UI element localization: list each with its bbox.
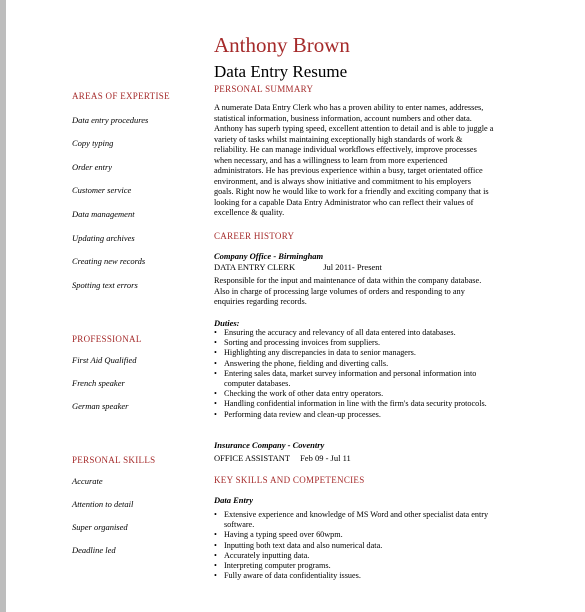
competency-item: • Extensive experience and knowledge of MS Word and other specialist data entry software. <box>214 510 489 530</box>
job1-role: DATA ENTRY CLERK <box>214 262 296 272</box>
candidate-name: Anthony Brown <box>214 33 350 57</box>
duties-heading: Duties: <box>214 318 240 328</box>
job1-desc-line: Responsible for the input and maintenance of data within the company database. <box>214 276 482 285</box>
duty-item: • Ensuring the accuracy and relevancy of all data entered into databases. <box>214 328 456 337</box>
summary-line: goals. Right now he would like to work for a friendly and exciting company that is <box>214 187 489 196</box>
duty-item: • Checking the work of other data entry operators. <box>214 389 384 399</box>
summary-line: environment, and is always show initiative and commitment to his employers <box>214 176 471 186</box>
duty-item: • Handling confidential information in line with the firm's data security protocols. <box>214 399 487 409</box>
expertise-item: Copy typing <box>72 138 114 148</box>
job2-company: Insurance Company - Coventry <box>214 440 325 450</box>
summary-line: Anthony has superb typing speed, excellent attention to detail and is able to juggle a <box>214 124 494 133</box>
skill-item: Super organised <box>72 522 128 532</box>
career-heading: CAREER HISTORY <box>214 231 295 241</box>
job1-dates: Jul 2011- Present <box>323 262 382 272</box>
competency-item: • Having a typing speed over 60wpm. <box>214 530 343 540</box>
job1-description <box>214 276 481 308</box>
job1-desc-line: enquiries regarding records. <box>214 297 307 306</box>
summary-line: A numerate Data Entry Clerk who has a proven ability to enter names, addresses, <box>214 103 484 112</box>
expertise-item: Spotting text errors <box>72 280 138 290</box>
summary-line: excellence & quality. <box>214 208 285 217</box>
bullet-icon: • <box>214 550 217 560</box>
expertise-item: Data management <box>72 209 135 219</box>
bullet-icon: • <box>214 338 217 348</box>
job2-role-line <box>214 453 351 463</box>
summary-line: administrators. He has previous experience within a busy, target orientated office <box>214 166 483 175</box>
expertise-item: Customer service <box>72 185 132 195</box>
summary-line: variety of tasks whilst maintaining exceptionally high standards of work & <box>214 134 463 144</box>
expertise-item: Data entry procedures <box>72 115 149 125</box>
bullet-icon: • <box>214 561 217 571</box>
expertise-heading: AREAS OF EXPERTISE <box>72 91 170 101</box>
bullet-icon: • <box>214 530 217 540</box>
duty-item: • Sorting and processing invoices from suppliers. <box>214 338 380 348</box>
document-title: Data Entry Resume <box>214 62 348 81</box>
competency-item: • Fully aware of data confidentiality issues. <box>214 571 361 581</box>
duty-item: • Answering the phone, fielding and diverting calls. <box>214 358 389 368</box>
competency-item: • Interpreting computer programs. <box>214 561 331 571</box>
duty-item: • Performing data review and clean-up processes. <box>214 409 381 419</box>
job1-company: Company Office - Birmingham <box>214 251 324 261</box>
expertise-item: Order entry <box>72 162 113 172</box>
competencies-subheading: Data Entry <box>214 495 253 505</box>
skill-item: Deadline led <box>72 545 116 555</box>
summary-heading: PERSONAL SUMMARY <box>214 84 314 94</box>
competencies-list <box>214 510 514 581</box>
expertise-item: Creating new records <box>72 256 146 266</box>
professional-heading: PROFESSIONAL <box>72 334 142 344</box>
job1-role-line <box>214 262 382 272</box>
summary-paragraph <box>214 103 494 219</box>
job1-desc-line: Also in charge of processing large volumes of orders and responding to any <box>214 286 465 296</box>
summary-line: reliability. He can manage individual workflows effectively, improve processes <box>214 145 477 154</box>
bullet-icon: • <box>214 510 217 519</box>
duties-list <box>214 328 514 420</box>
summary-line: looking for a capable Data Entry Administrator who can reflect their values of <box>214 197 474 207</box>
professional-item: First Aid Qualified <box>72 355 137 365</box>
competency-item: • Accurately inputting data. <box>214 550 310 560</box>
duty-item: • Entering sales data, market survey information and personal information into computer databases. <box>214 368 477 389</box>
skill-item: Accurate <box>72 476 103 486</box>
bullet-icon: • <box>214 540 217 550</box>
competency-item: • Inputting both text data and also numerical data. <box>214 540 383 550</box>
skill-item: Attention to detail <box>72 499 134 509</box>
competencies-heading: KEY SKILLS AND COMPETENCIES <box>214 475 365 485</box>
duty-item: • Highlighting any discrepancies in data to senior managers. <box>214 348 416 358</box>
professional-item: German speaker <box>72 401 129 411</box>
job2-role: OFFICE ASSISTANT <box>214 453 291 463</box>
bullet-icon: • <box>214 358 217 368</box>
personal-skills-heading: PERSONAL SKILLS <box>72 455 156 465</box>
bullet-icon: • <box>214 368 217 378</box>
bullet-icon: • <box>214 399 217 409</box>
job2-dates: Feb 09 - Jul 11 <box>300 453 351 463</box>
bullet-icon: • <box>214 389 217 399</box>
bullet-icon: • <box>214 328 217 337</box>
bullet-icon: • <box>214 571 217 581</box>
summary-line: when necessary, and has a willingness to learn from more experienced <box>214 155 448 165</box>
expertise-item: Updating archives <box>72 233 135 243</box>
bullet-icon: • <box>214 409 217 419</box>
professional-item: French speaker <box>72 378 125 388</box>
summary-line: statistical information, business information, account numbers and other data. <box>214 113 472 123</box>
bullet-icon: • <box>214 348 217 358</box>
